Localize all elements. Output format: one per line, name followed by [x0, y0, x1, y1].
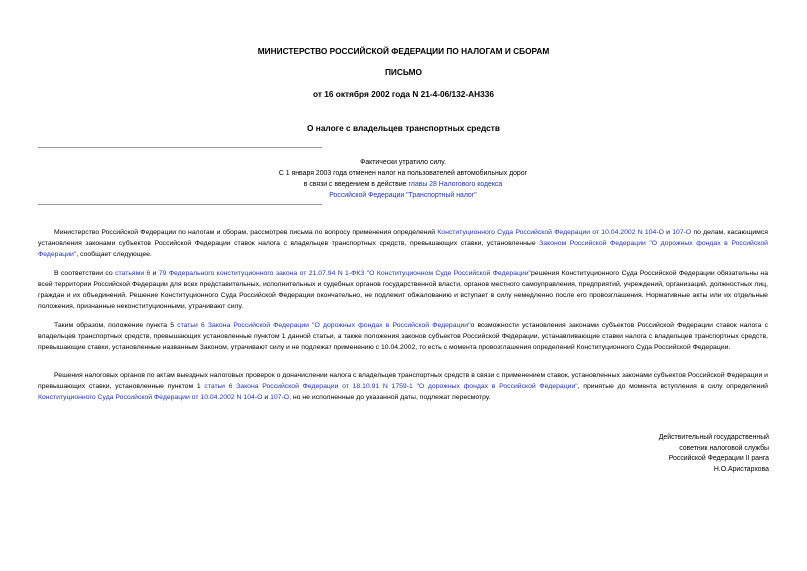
status-note-line3: [230, 179, 576, 190]
constitutional-court-104-link-2[interactable]: Конституционного Суда Российской Федерации от 10.04.2002 N 104-О: [38, 394, 263, 401]
constitutional-court-104-link[interactable]: Конституционного Суда Российской Федерации от 10.04.2002 N 104-О: [437, 229, 664, 236]
signature-title-line2: советник налоговой службы: [679, 444, 769, 452]
paragraph-4: [38, 370, 768, 403]
signature-block: [549, 433, 769, 475]
constitutional-court-107-link-2[interactable]: 107-О: [270, 394, 290, 401]
tax-code-chapter28-link[interactable]: главы 28 Налогового кодекса: [408, 181, 503, 188]
p2-text-2: и: [150, 270, 159, 277]
signature-title-line3: Российской Федерации II ранга: [668, 455, 769, 462]
ministry-heading: МИНИСТЕРСТВО РОССИЙСКОЙ ФЕДЕРАЦИИ ПО НАЛОГАМ И СБОРАМ: [257, 46, 550, 56]
p2-text-3: решения Конституционного Суда Российской Федерации обязательны на всей территории Российской Федерации для всех представительных, исполнительных и судебных органов государственной власти, органов местного самоуправления, предприятий, учреждений, организаций, должностных лиц, граждан и их объединений. Решение Конституционного Суда Российской Федерации окончательно, не подлежит обжалованию и вступает в силу немедленно после его провозглашения. Нормативные акты или их отдельные положения, признанные неконституционными, утрачивают силу.: [38, 270, 769, 310]
article-6-link[interactable]: статьями 6: [115, 270, 151, 277]
p4-text-3: и: [262, 394, 271, 401]
p4-text-4: , но не исполненные до указанной даты, подлежат пересмотру.: [289, 394, 491, 401]
p4-text-1: Решения налоговых органов по актам выездных налоговых проверок о доначислении налога с владельцев транспортных средств в связи с применением ставок, установленных законами субъектов Российской Федерации и превышающих ставки, установленные пунктом 1: [38, 372, 768, 390]
p3-text-2: о возможности установления законами субъектов Российской Федерации ставок налога с владельцев транспортных средств, превышающих установленные пунктом 1 данной статьи, а также положения законов субъектов Российской Федерации, устанавливающие ставки налога с владельцев транспортных средств, превышающие ставки, установленные названным Законом, утрачивают силу и не подлежат применению с 10.04.2002, то есть с момента провозглашения определений Конституционного Суда Российской Федерации.: [38, 322, 768, 351]
road-funds-law-1759-link[interactable]: статьи 6 Закона Российской Федерации от 18.10.91 N 1759-1 "О дорожных фондах в Российской Федерации": [204, 383, 578, 390]
p1-text-2: и: [663, 229, 673, 236]
status-note-line3-text: в связи с введением в действие: [303, 181, 409, 188]
paragraph-2: [38, 268, 768, 312]
p2-text-1: В соответствии со: [54, 270, 116, 277]
signature-title-line1: Действительный государственный: [658, 434, 769, 441]
document-number: от 16 октября 2002 года N 21-4-06/132-АН336: [312, 89, 494, 99]
status-note: [230, 157, 576, 201]
bottom-divider: [38, 204, 322, 205]
road-funds-article6-link[interactable]: статьи 6 Закона Российской Федерации "О дорожных фондах в Российской Федерации": [177, 322, 471, 329]
p1-text-3: по делам, касающимся установления законами субъектов Российской Федерации ставок налога с владельцев транспортных средств, превышающих ставки, установленные: [38, 229, 768, 247]
status-note-line2: С 1 января 2003 года отменен налог на пользователей автомобильных дорог: [278, 170, 528, 177]
status-note-line1: Фактически утратило силу.: [360, 159, 446, 166]
p1-text-1: Министерство Российской Федерации по налогам и сборам, рассмотрев письма по вопросу применения определений: [54, 229, 438, 236]
paragraph-3: [38, 320, 768, 353]
paragraph-1: [38, 227, 768, 260]
road-funds-law-link[interactable]: Законом Российской Федерации "О дорожных фондах в Российской Федерации": [38, 240, 769, 258]
signatory-name: Н.О.Аристархова: [713, 465, 769, 473]
status-note-line4: [230, 190, 576, 201]
p4-text-2: , принятые до момента вступления в силу определений: [577, 383, 768, 390]
article-79-fkz-link[interactable]: 79 Федерального конституционного закона от 21.07.94 N 1-ФКЗ "О Конституционном Суде Российской Федерации": [158, 270, 531, 277]
transport-tax-link[interactable]: Российской Федерации "Транспортный налог": [329, 192, 477, 199]
p3-text-1: Таким образом, положение пункта 5: [54, 322, 178, 329]
document-type: ПИСЬМО: [384, 67, 423, 77]
constitutional-court-107-link[interactable]: 107-О: [672, 229, 692, 236]
top-divider: [38, 147, 322, 148]
document-subject: О налоге с владельцев транспортных средств: [307, 123, 500, 133]
p1-text-4: , сообщает следующее.: [76, 251, 152, 258]
